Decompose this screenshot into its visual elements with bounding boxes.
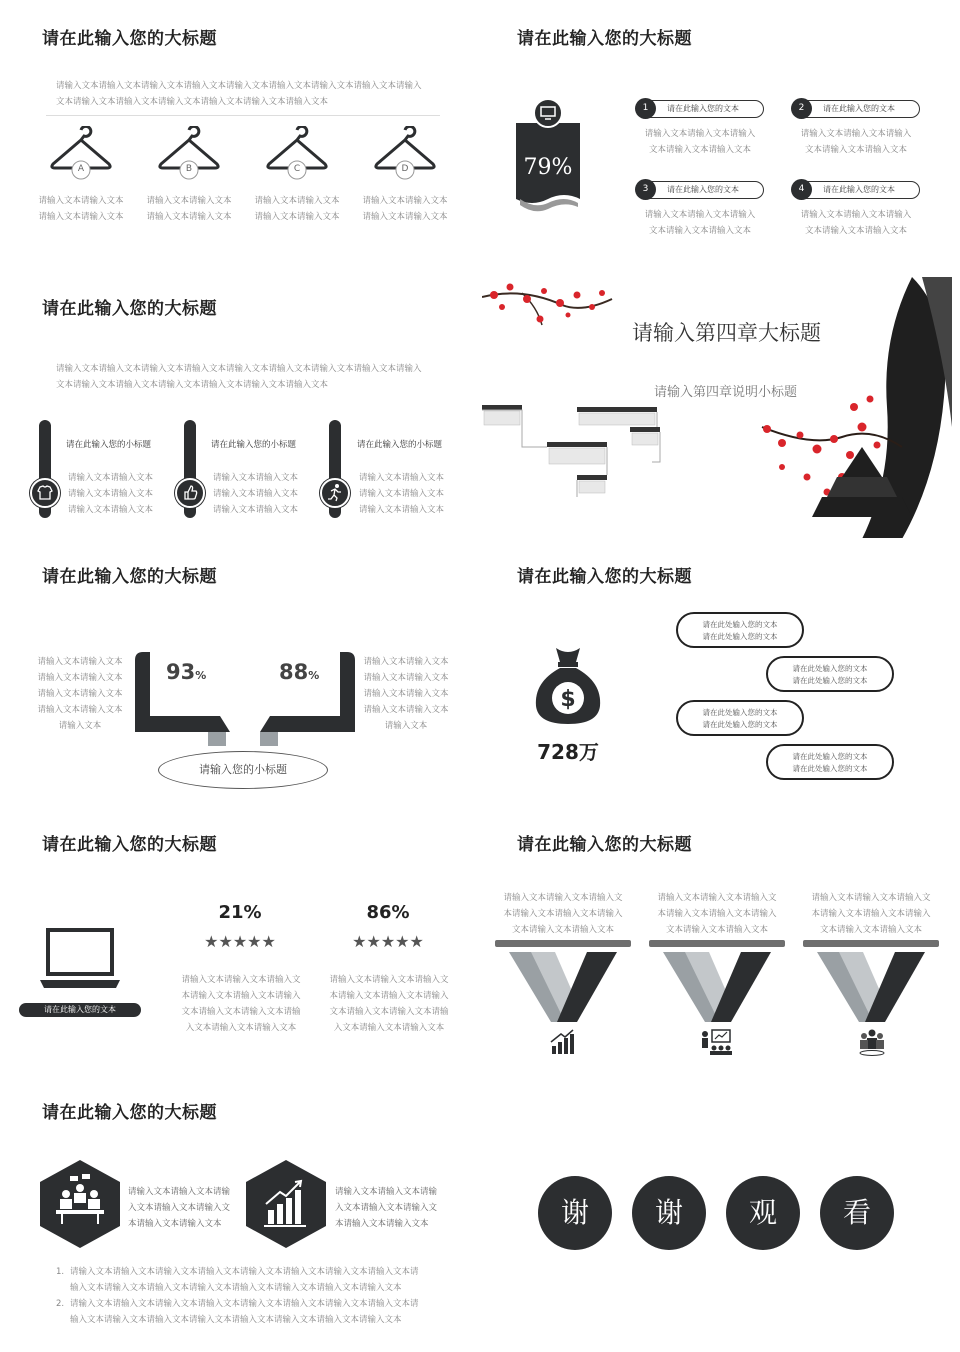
oval-label: 请输入您的小标题 (158, 751, 328, 789)
text-line: 本请输入文本请输入文本请输入 (503, 909, 623, 919)
text-line: 本请输入文本请输入文本请输入 (329, 991, 449, 1001)
text-line: 请输入文本请输入文本 (37, 673, 123, 683)
label-text: 请在此输入您的文本 (667, 104, 739, 113)
hanger-text (30, 193, 132, 225)
laptop-icon (38, 928, 122, 992)
slide-title: 请在此输入您的大标题 (42, 1103, 217, 1123)
column-text (213, 470, 298, 518)
hanger-text (354, 193, 456, 225)
star-rating: ★★★★★ (352, 932, 424, 951)
slide-1 (0, 0, 470, 264)
divider (46, 115, 440, 116)
text-line: 文本请输入文本请输入文本 (804, 145, 907, 155)
item-text (630, 126, 770, 158)
stat-text (322, 972, 456, 1036)
label-text: 请在此输入您的文本 (823, 104, 895, 113)
item-number: 4 (791, 179, 812, 200)
meeting-hexagon-icon (38, 1158, 122, 1250)
thumbs-up-icon (177, 480, 203, 506)
slide-2 (480, 0, 950, 264)
text-line: 请输入文本请输入文本 (146, 196, 232, 206)
block-text (335, 1184, 437, 1232)
text-line: 入文本请输入文本请输入文本 (185, 1023, 297, 1033)
text-line: 请输入文本请输入文本请输入文本请输入文本请输入文本请输入文本请输入文本请输入文本请 (70, 1299, 419, 1309)
text-line: 本请输入文本请输入文本 (335, 1219, 429, 1229)
hanger-text (246, 193, 348, 225)
text-line: 请输入文本 (384, 721, 428, 731)
text-line: 入文本请输入文本请输入文 (128, 1203, 231, 1213)
slide-9 (0, 1074, 470, 1352)
thanks-char: 谢 (538, 1176, 612, 1250)
item-label (794, 181, 920, 199)
list-number: 2. (56, 1299, 65, 1309)
slide-5 (0, 538, 470, 802)
text-line: 本请输入文本请输入文本 (128, 1219, 222, 1229)
text-line: 文本请输入文本请输入文本 (804, 226, 907, 236)
numbered-list (56, 1264, 446, 1328)
text-line: 请输入文本请输入文本请输入 (800, 129, 912, 139)
text-line: 请输入文本请输入文本请输入文 (329, 975, 449, 985)
thanks-char: 观 (726, 1176, 800, 1250)
text-line: 请输入文本请输入文本请输入文 (811, 893, 931, 903)
money-bag-icon (532, 644, 604, 728)
slide-3 (0, 270, 470, 534)
slide-title: 请在此输入您的大标题 (517, 567, 692, 587)
list-number: 1. (56, 1267, 65, 1277)
value-unit: % (195, 669, 207, 682)
slide-7 (0, 806, 470, 1070)
label-text: 请在此输入您的文本 (667, 185, 739, 194)
speech-bubble (676, 612, 804, 648)
text-line: 文本请输入文本请输入文本 (648, 145, 751, 155)
item-text (786, 207, 926, 239)
slide-title: 请在此输入您的大标题 (42, 299, 217, 319)
text-line: 请输入文本请输入文本 (359, 505, 445, 515)
text-line: 文本请输入文本请输入文本请输 (329, 1007, 449, 1017)
growth-chart-icon (549, 1028, 577, 1056)
column-text (804, 890, 938, 938)
text-line: 文本请输入文本请输入文本请输 (181, 1007, 301, 1017)
text-line: 请输入文本请输入文本请输入文本请输入文本请输入文本请输入文本请输入文本请输入文本请 (70, 1267, 419, 1277)
item-text (630, 207, 770, 239)
svg-text:$: $ (560, 687, 576, 712)
hanger-letter: B (185, 164, 193, 174)
slide-8 (480, 806, 950, 1070)
chapter-subtitle: 请输入第四章说明小标题 (654, 385, 798, 400)
hanger-c (266, 126, 328, 181)
list-item (56, 1264, 446, 1296)
text-line: 请输入文本请输入文本 (37, 689, 123, 699)
slide-10 (480, 1074, 950, 1352)
laptop-label: 请在此输入您的文本 (19, 1003, 141, 1017)
text-line: 请输入文本请输入文本 (68, 505, 154, 515)
star-rating: ★★★★★ (204, 932, 276, 951)
column-text (496, 890, 630, 938)
value-number: 88 (279, 660, 309, 684)
slide-title: 请在此输入您的大标题 (42, 835, 217, 855)
text-line: 请输入文本请输入文本 (213, 473, 299, 483)
text-line: 请输入文本请输入文本 (359, 473, 445, 483)
value-number: 93 (166, 660, 196, 684)
text-line: 请在此处输入您的文本 (792, 752, 868, 761)
text-line: 请输入文本请输入文本 (362, 196, 448, 206)
hanger-letter: D (401, 164, 409, 174)
hanger-text (138, 193, 240, 225)
value-left (166, 660, 206, 684)
slide-title: 请在此输入您的大标题 (42, 567, 217, 587)
item-label (794, 100, 920, 118)
item-text (786, 126, 926, 158)
text-line: 本请输入文本请输入文本请输入 (811, 909, 931, 919)
item-number: 1 (635, 98, 656, 119)
speech-bubble (766, 744, 894, 780)
column-text (650, 890, 784, 938)
chapter-title: 请输入第四章大标题 (632, 321, 821, 345)
column-subtitle: 请在此输入您的小标题 (66, 440, 152, 450)
slide-title: 请在此输入您的大标题 (517, 29, 692, 49)
text-line: 请在此处输入您的文本 (702, 632, 778, 641)
intro-text: 请输入文本请输入文本请输入文本请输入文本请输入文本请输入文本请输入文本请输入文本请输入文本请输入文本请输入文本请输入文本请输入文本请输入文本请输入文本 (56, 364, 422, 390)
hanger-letter: C (293, 164, 301, 174)
slide-title: 请在此输入您的大标题 (517, 835, 692, 855)
percent-value: 79% (523, 155, 573, 180)
thermo-circle (320, 478, 350, 508)
text-line: 文本请输入文本请输入文本 (511, 925, 614, 935)
text-line: 文本请输入文本请输入文本 (819, 925, 922, 935)
text-line: 请输入文本请输入文本 (363, 689, 449, 699)
text-line: 请在此处输入您的文本 (702, 720, 778, 729)
text-line: 请在此处输入您的文本 (792, 764, 868, 773)
text-line: 请输入文本请输入文本请输入文 (181, 975, 301, 985)
left-text (28, 654, 132, 734)
v-shape (649, 938, 785, 1024)
text-line: 请输入文本请输入文本 (359, 489, 445, 499)
value-unit: % (308, 669, 320, 682)
text-line: 本请输入文本请输入文本请输入 (657, 909, 777, 919)
percent-badge (512, 95, 584, 215)
hanger-b (158, 126, 220, 181)
text-line: 请在此处输入您的文本 (792, 664, 868, 673)
text-line: 请输入文本请输入文本 (254, 212, 340, 222)
text-line: 请输入文本 (58, 721, 102, 731)
text-line: 入文本请输入文本请输入文本 (333, 1023, 445, 1033)
slide-6 (480, 538, 950, 802)
v-shape (803, 938, 939, 1024)
bracket-shapes (130, 648, 360, 758)
speech-bubble (676, 700, 804, 736)
slide-title: 请在此输入您的大标题 (42, 29, 217, 49)
item-number: 2 (791, 98, 812, 119)
growth-hexagon-icon (244, 1158, 328, 1250)
text-line: 请输入文本请输入文本请输 (128, 1187, 231, 1197)
thanks-char: 谢 (632, 1176, 706, 1250)
item-number: 3 (635, 179, 656, 200)
text-line: 请输入文本请输入文本 (38, 196, 124, 206)
text-line: 请输入文本请输入文本请输入文 (503, 893, 623, 903)
text-line: 请在此处输入您的文本 (702, 620, 778, 629)
item-label (638, 100, 764, 118)
hanger-d (374, 126, 436, 181)
text-line: 请输入文本请输入文本请输入文 (657, 893, 777, 903)
text-line: 请输入文本请输入文本请输入 (800, 210, 912, 220)
thermo-circle (175, 478, 205, 508)
column-text (359, 470, 444, 518)
text-line: 请输入文本请输入文本 (362, 212, 448, 222)
hanger-letter: A (77, 164, 85, 174)
right-text (354, 654, 458, 734)
text-line: 输入文本请输入文本请输入文本请输入文本请输入文本请输入文本请输入文本请输入文本 (70, 1283, 402, 1293)
stat-value: 21% (218, 902, 262, 923)
stat-value: 86% (366, 902, 410, 923)
text-line: 请输入文本请输入文本 (38, 212, 124, 222)
text-line: 请输入文本请输入文本 (363, 673, 449, 683)
speech-bubble (766, 656, 894, 692)
text-line: 请输入文本请输入文本 (68, 473, 154, 483)
column-subtitle: 请在此输入您的小标题 (211, 440, 297, 450)
text-line: 文本请输入文本请输入文本 (665, 925, 768, 935)
shirt-icon (32, 480, 58, 506)
presentation-icon (700, 1028, 734, 1056)
list-item (56, 1296, 446, 1328)
text-line: 输入文本请输入文本请输入文本请输入文本请输入文本请输入文本请输入文本请输入文本 (70, 1315, 402, 1325)
text-line: 本请输入文本请输入文本请输入 (181, 991, 301, 1001)
block-text (128, 1184, 230, 1232)
item-label (638, 181, 764, 199)
amount-value: 728万 (537, 740, 599, 764)
team-icon (857, 1027, 887, 1057)
text-line: 请输入文本请输入文本 (363, 657, 449, 667)
text-line: 请输入文本请输入文本 (363, 705, 449, 715)
intro-text: 请输入文本请输入文本请输入文本请输入文本请输入文本请输入文本请输入文本请输入文本请输入文本请输入文本请输入文本请输入文本请输入文本请输入文本请输入文本 (56, 81, 422, 107)
text-line: 请输入文本请输入文本请输入 (644, 129, 756, 139)
thermo-circle (30, 478, 60, 508)
column-text (68, 470, 153, 518)
value-right (279, 660, 319, 684)
slide-4 (482, 277, 952, 539)
text-line: 请在此处输入您的文本 (792, 676, 868, 685)
text-line: 请输入文本请输入文本请输入 (644, 210, 756, 220)
text-line: 请输入文本请输入文本 (146, 212, 232, 222)
text-line: 请输入文本请输入文本 (213, 489, 299, 499)
stat-text (174, 972, 308, 1036)
text-line: 请输入文本请输入文本 (254, 196, 340, 206)
text-line: 请输入文本请输入文本 (68, 489, 154, 499)
text-line: 文本请输入文本请输入文本 (648, 226, 751, 236)
text-line: 请输入文本请输入文本 (37, 705, 123, 715)
text-line: 请输入文本请输入文本请输 (335, 1187, 438, 1197)
text-line: 请在此处输入您的文本 (702, 708, 778, 717)
text-line: 请输入文本请输入文本 (213, 505, 299, 515)
hanger-a (50, 126, 112, 181)
v-shape (495, 938, 631, 1024)
text-line: 请输入文本请输入文本 (37, 657, 123, 667)
column-subtitle: 请在此输入您的小标题 (357, 440, 443, 450)
thanks-char: 看 (820, 1176, 894, 1250)
runner-icon (322, 480, 348, 506)
text-line: 入文本请输入文本请输入文 (335, 1203, 438, 1213)
label-text: 请在此输入您的文本 (823, 185, 895, 194)
